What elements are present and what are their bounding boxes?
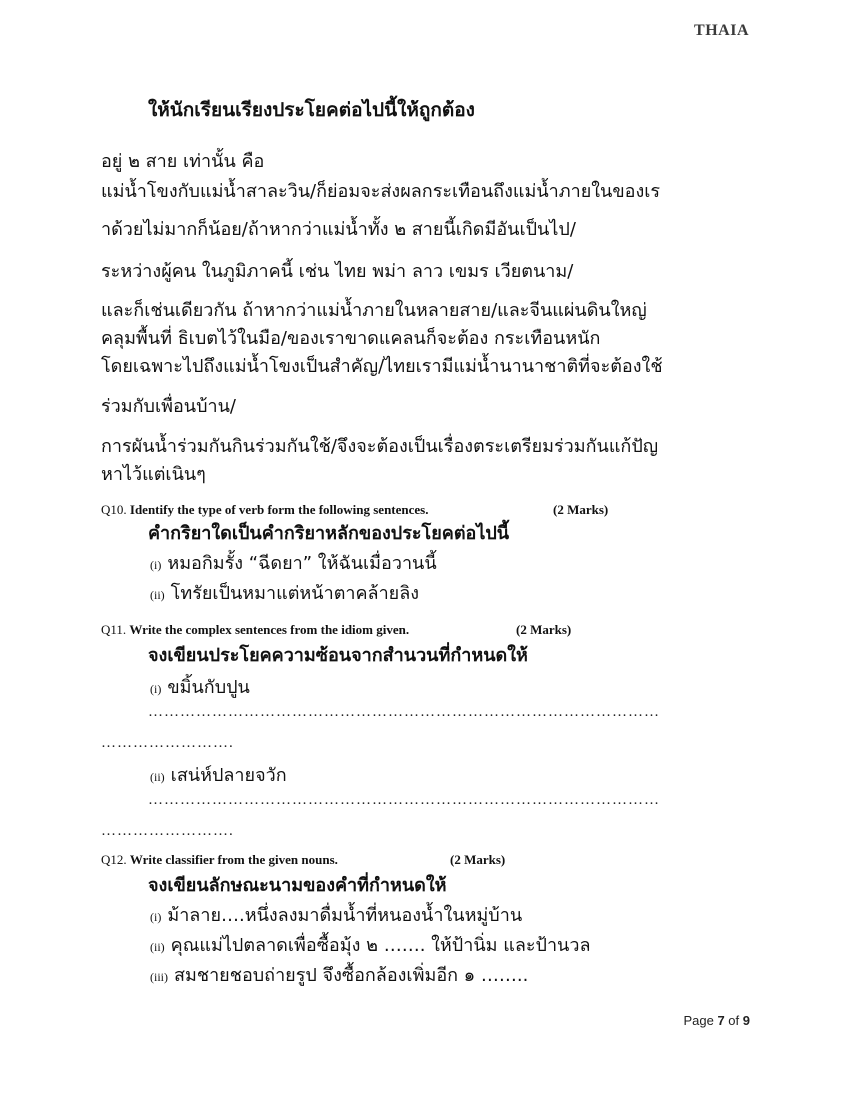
question-12 — [101, 852, 506, 868]
passage-line: หาไว้แต่เนินๆ — [101, 464, 206, 485]
question-12-item-1 — [150, 900, 522, 929]
item-text: เสน่ห์ปลายจวัก — [170, 765, 287, 786]
item-number: (ii) — [150, 588, 165, 602]
question-12-item-3 — [150, 960, 528, 989]
question-12-thai-instruction: จงเขียนลักษณะนามของคำที่กำหนดให้ — [148, 875, 447, 896]
item-number: (i) — [150, 682, 162, 696]
passage-line: แม่น้ำโขงกับแม่น้ำสาละวิน/ก็ย่อมจะส่งผลกระเทือนถึงแม่น้ำภายในของเร — [101, 181, 661, 202]
question-number: Q10. — [101, 502, 127, 517]
question-text: Write classifier from the given nouns. — [129, 852, 338, 867]
item-text: หมอกิมรั้ง “ฉีดยา” ให้ฉันเมื่อวานนี้ — [167, 553, 437, 574]
question-10-item-2 — [150, 578, 419, 607]
page-label: Page — [683, 1013, 714, 1028]
answer-line[interactable]: …………………………………………………………………………………… — [148, 704, 660, 720]
answer-line[interactable]: …………………………………………………………………………………… — [148, 792, 660, 808]
of-label: of — [728, 1013, 740, 1028]
question-10-thai-instruction: คำกริยาใดเป็นคำกริยาหลักของประโยคต่อไปนี้ — [148, 523, 510, 544]
item-text: ม้าลาย….หนึ่งลงมาดื่มน้ำที่หนองน้ำในหมู่บ้าน — [167, 905, 523, 926]
passage-line: โดยเฉพาะไปถึงแม่น้ำโขงเป็นสำคัญ/ไทยเรามีแม่น้ำนานาชาติที่จะต้องใช้ — [101, 356, 663, 377]
page-current: 7 — [717, 1013, 725, 1028]
passage-line: ร่วมกับเพื่อนบ้าน/ — [101, 396, 236, 417]
question-number: Q11. — [101, 622, 127, 637]
item-number: (i) — [150, 558, 162, 572]
question-text: Identify the type of verb form the following sentences. — [129, 502, 429, 517]
page-total: 9 — [742, 1013, 750, 1028]
question-marks: (2 Marks) — [450, 852, 506, 867]
passage-line: การผันน้ำร่วมกันกินร่วมกันใช้/จึงจะต้องเป็นเรื่องตระเตรียมร่วมกันแก้ปัญ — [101, 436, 659, 457]
item-text: สมชายชอบถ่ายรูป จึงซื้อกล้องเพิ่มอีก ๑ …….. — [174, 965, 529, 986]
passage-line: าด้วยไม่มากก็น้อย/ถ้าหากว่าแม่น้ำทั้ง ๒ สายนี้เกิดมีอันเป็นไป/ — [101, 219, 576, 240]
question-11-item-1 — [150, 672, 250, 701]
question-10-item-1 — [150, 548, 437, 577]
question-marks: (2 Marks) — [516, 622, 572, 637]
question-10 — [101, 502, 609, 518]
item-number: (i) — [150, 910, 162, 924]
passage-line: ระหว่างผู้คน ในภูมิภาคนี้ เช่น ไทย พม่า ลาว เขมร เวียตนาม/ — [101, 261, 574, 282]
question-11-thai-instruction: จงเขียนประโยคความซ้อนจากสำนวนที่กำหนดให้ — [148, 645, 528, 666]
subject-code: THAIA — [694, 22, 749, 39]
passage-line: อยู่ ๒ สาย เท่านั้น คือ — [101, 151, 265, 172]
item-number: (ii) — [150, 770, 165, 784]
item-text: ขมิ้นกับปูน — [167, 677, 250, 698]
question-number: Q12. — [101, 852, 127, 867]
question-11-item-2 — [150, 760, 287, 789]
answer-line[interactable]: ……………………. — [101, 735, 234, 751]
question-12-item-2 — [150, 930, 591, 959]
item-text: โทรัยเป็นหมาแต่หน้าตาคล้ายลิง — [170, 583, 420, 604]
question-marks: (2 Marks) — [553, 502, 609, 517]
item-text: คุณแม่ไปตลาดเพื่อซื้อมุ้ง ๒ ……. ให้ป้านิ่ม และป้านวล — [170, 935, 591, 956]
passage-line: คลุมพื้นที่ ธิเบตไว้ในมือ/ของเราขาดแคลนก็จะต้อง กระเทือนหนัก — [101, 328, 601, 349]
question-11 — [101, 622, 572, 638]
item-number: (iii) — [150, 970, 168, 984]
page-number — [683, 1013, 750, 1028]
section-title: ให้นักเรียนเรียงประโยคต่อไปนี้ให้ถูกต้อง — [148, 99, 475, 121]
question-text: Write the complex sentences from the idiom given. — [129, 622, 410, 637]
answer-line[interactable]: ……………………. — [101, 823, 234, 839]
item-number: (ii) — [150, 940, 165, 954]
passage-line: และก็เช่นเดียวกัน ถ้าหากว่าแม่น้ำภายในหลายสาย/และจีนแผ่นดินใหญ่ — [101, 300, 647, 321]
